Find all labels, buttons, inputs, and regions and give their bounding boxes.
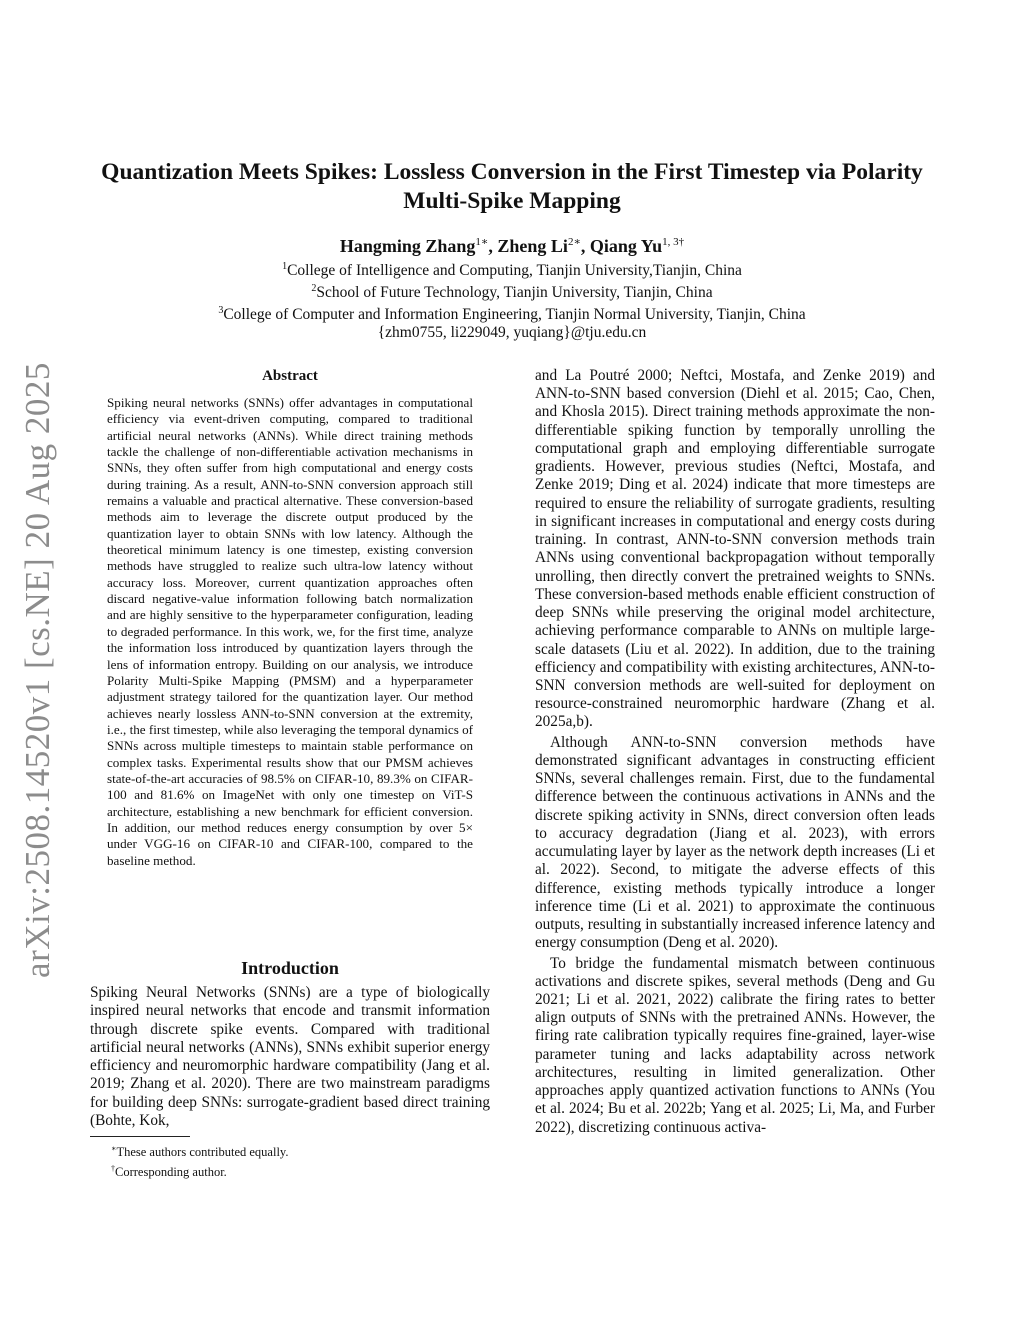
footnote-mark: † <box>111 1163 115 1173</box>
affiliation <box>90 280 934 302</box>
introduction-paragraph-1: Spiking Neural Networks (SNNs) are a type of biologically inspired neural networks that encode and transmit information through discrete spike events. Compared with traditional artificial neural networks (ANNs), SNNs exhibit superior energy efficiency and neuromorphic hardware compatibility (Jang et al. 2019; Zhang et al. 2020). There are two mainstream paradigms for building deep SNNs: surrogate-gradient based direct training (Bohte, Kok, <box>90 984 490 1130</box>
arxiv-identifier-text: arXiv:2508.14520v1 [cs.NE] 20 Aug 2025 <box>18 362 58 978</box>
title-line-1: Quantization Meets Spikes: Lossless Conversion in the First Timestep via Polarity <box>101 159 923 185</box>
author-name: Zheng Li <box>497 236 568 256</box>
author-list: Hangming Zhang$^{1∗}$, Zheng $Li^{2∗}$, Qiang $Yu^{1, 3\dagger}$ <box>339 236 685 256</box>
footnote <box>90 1161 490 1181</box>
author-emails: {zhm0755, li229049, yuqiang}@tju.edu.cn <box>377 324 647 342</box>
introduction-paragraph-1-continued: and La Poutré 2000; Neftci, Mostafa, and Zenke 2019) and ANN-to-SNN based conversion (Diehl et al. 2015; Cao, Chen, and Khosla 2015). Direct training methods approximate the non-differentiable spiking function by temporally unrolling the computational graph and employing differentiable surrogate gradients. However, previous studies (Neftci, Mostafa, and Zenke 2019; Ding et al. 2024) indicate that more timesteps are required to ensure the reliability of surrogate gradients, resulting in significant increases in computational and energy costs during training. In contrast, ANN-to-SNN conversion methods train ANNs using conventional backpropagation without temporally unrolling, then directly convert the pretrained weights to SNNs. These conversion-based methods enable efficient construction of deep SNNs while preserving the original model architecture, achieving performance comparable to ANNs on multiple large-scale datasets (Liu et al. 2022). In addition, due to the training efficiency and compatibility with existing architectures, ANN-to-SNN conversion methods are well-suited for deployment on resource-constrained neuromorphic hardware (Zhang et al. 2025a,b). <box>535 367 935 731</box>
footnote <box>90 1141 490 1161</box>
abstract-text: Spiking neural networks (SNNs) offer advantages in computational efficiency via event-driven computing, compared to traditional artificial neural networks (ANNs). While direct training methods tackle the challenge of non-differentiable activation mechanisms in SNNs, they often suffer from high computational and energy costs during training. As a result, ANN-to-SNN conversion approach still remains a valuable and practical alternative. These conversion-based methods aim to leverage the discrete output produced by the quantization layer to obtain SNNs with low latency. Although the theoretical minimum latency is one timestep, existing conversion methods have struggled to realize such ultra-low latency without accuracy loss. Moreover, current quantization approaches often discard negative-value information following batch normalization and are highly sensitive to the hyperparameter configuration, leading to degraded performance. In this work, we, for the first time, analyze the information loss introduced by quantization layers through the lens of information entropy. Building on our analysis, we introduce Polarity Multi-Spike Mapping (PMSM) and a hyperparameter adjustment strategy tailored for the quantization layer. Our method achieves nearly lossless ANN-to-SNN conversion at the extremity, i.e., the first timestep, while also leveraging the temporal dynamics of SNNs across multiple timesteps to maintain stable performance on complex tasks. Experimental results show that our PMSM achieves state-of-the-art accuracies of 98.5% on CIFAR-10, 89.3% on CIFAR-100 and 81.6% on ImageNet with only one timestep on ViT-S architecture, establishing a new benchmark for efficient conversion. In addition, our method reduces energy consumption by over 5× under VGG-16 on CIFAR-10 and CIFAR-100, compared to the baseline method. <box>107 395 473 868</box>
affiliation-mark: 3 <box>218 305 224 317</box>
footnote-rule <box>90 1136 190 1137</box>
affiliation-text: College of Intelligence and Computing, Tianjin University,Tianjin, China <box>287 262 742 280</box>
affiliation-mark: 2 <box>311 283 317 295</box>
affiliation-text: School of Future Technology, Tianjin University, Tianjin, China <box>316 284 713 302</box>
abstract-heading: Abstract <box>262 368 318 384</box>
footnote-text: Corresponding author. <box>115 1164 227 1179</box>
affiliation <box>90 302 934 324</box>
affiliation-mark: 1 <box>282 261 288 272</box>
footnote-mark: ∗ <box>111 1144 117 1153</box>
abstract-section <box>107 368 473 869</box>
introduction-paragraph-3: To bridge the fundamental mismatch between continuous activations and discrete spikes, several methods (Deng and Gu 2021; Li et al. 2021, 2022) calibrate the firing rates to better align outputs of SNNs with the pretrained ANNs. However, the firing rate calibration typically requires fine-grained, layer-wise parameter tuning and lacks adaptability across network architectures, resulting in limited generalization. Other approaches apply quantized activation functions to ANNs (You et al. 2024; Bu et al. 2022b; Yang et al. 2025; Li, Ma, and Furber 2022), discretizing continuous activa- <box>535 954 935 1136</box>
footnotes <box>90 1136 490 1180</box>
author-mark: 1∗ <box>475 236 489 248</box>
right-column <box>535 367 935 1137</box>
author-mark: 1, 3† <box>662 236 685 248</box>
footnote-text: These authors contributed equally. <box>116 1145 289 1160</box>
affiliation-text: College of Computer and Information Engineering, Tianjin Normal University, Tianjin, China <box>223 306 806 324</box>
paper-title <box>90 158 934 216</box>
arxiv-identifier <box>12 360 64 980</box>
title-line-2: Multi-Spike Mapping <box>403 188 621 214</box>
author-name: Hangming Zhang <box>339 236 476 256</box>
affiliation <box>90 258 934 280</box>
author-name: Qiang Yu <box>589 236 663 256</box>
introduction-heading: Introduction <box>241 958 339 978</box>
introduction-paragraph-2: Although ANN-to-SNN conversion methods have demonstrated significant advantages in constructing efficient SNNs, several challenges remain. First, due to the fundamental difference between the continuous activations in ANNs and the discrete spiking activity in SNNs, direct conversion often leads to accuracy degradation (Jiang et al. 2023), with errors accumulating layer by layer as the network depth increases (Li et al. 2022). Second, to mitigate the adverse effects of this difference, existing methods typically introduce a longer inference time (Li et al. 2021) to approximate the continuous outputs, resulting in substantially increased inference latency and energy consumption (Deng et al. 2020). <box>535 733 935 952</box>
author-mark: 2∗ <box>567 236 581 248</box>
affiliations <box>90 258 934 342</box>
introduction-section <box>90 958 490 1130</box>
